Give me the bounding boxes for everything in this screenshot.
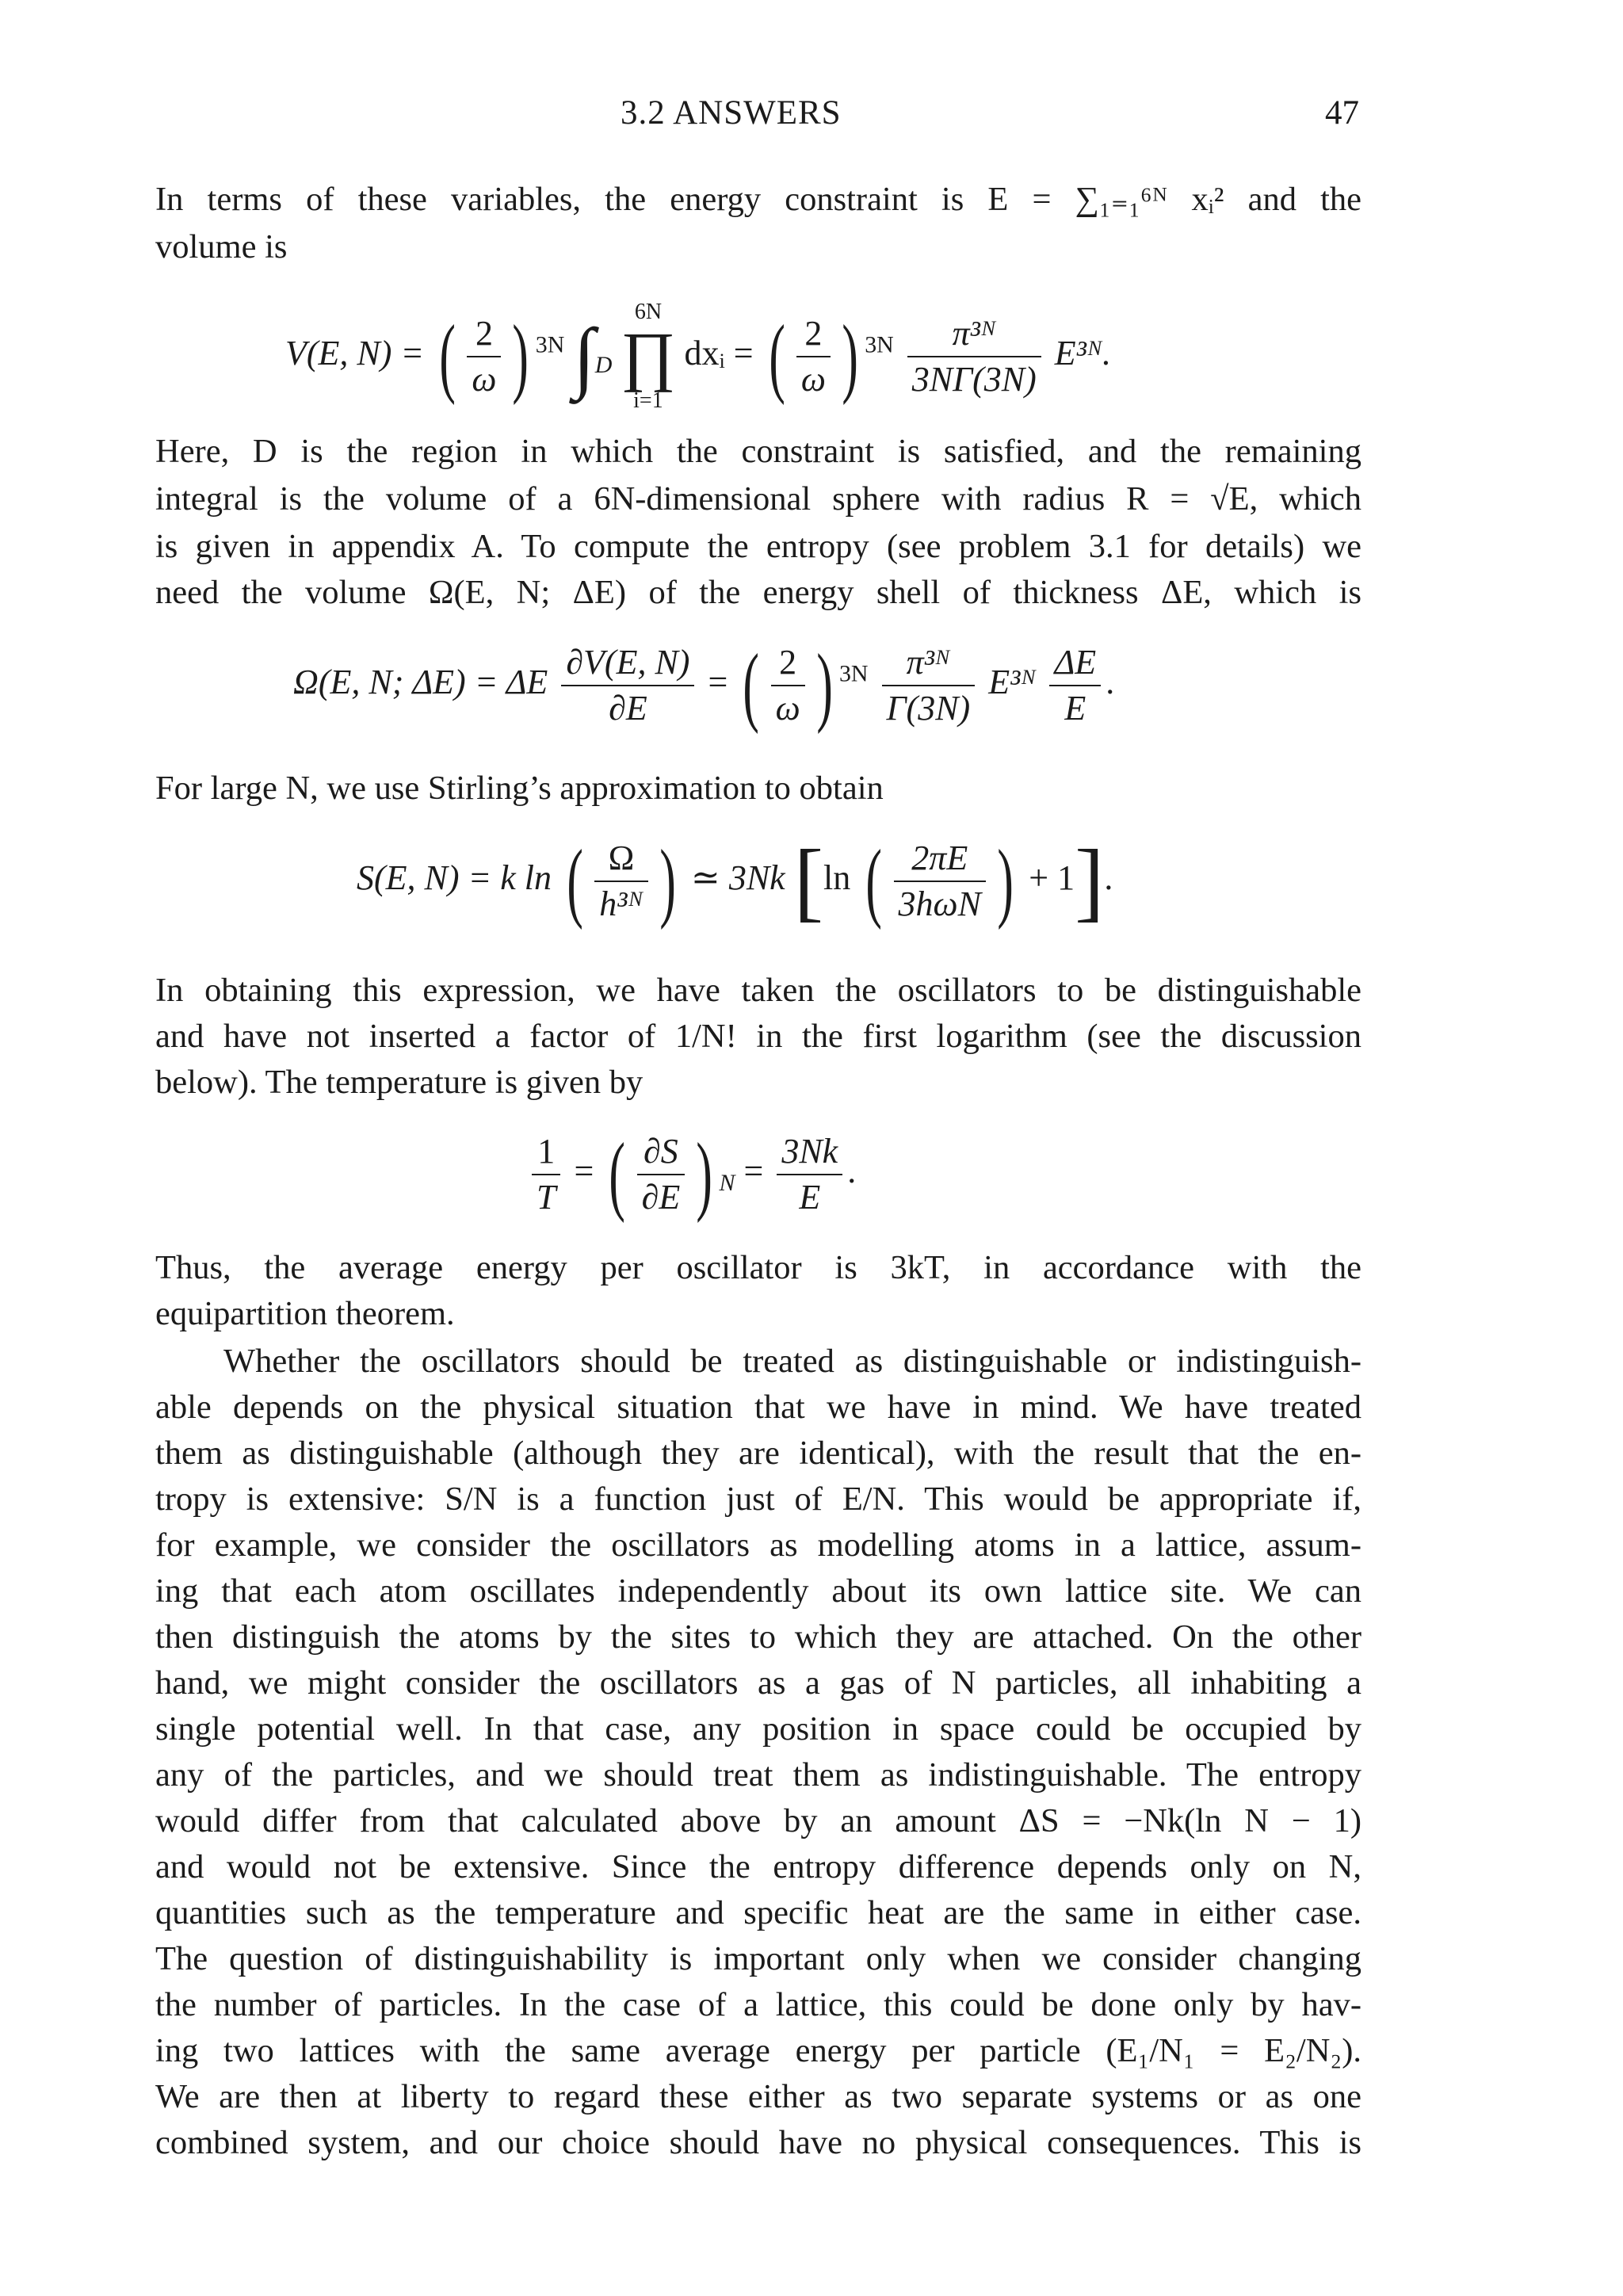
text-line-8: In obtaining this expression, we have taken the oscillators to be distinguishable (155, 972, 1361, 1009)
text-line-16: tropy is extensive: S/N is a function just of E/N. This would be appropriate if, (155, 1480, 1361, 1518)
page-number: 47 (1325, 94, 1359, 132)
section-title: 3.2 ANSWERS (621, 94, 842, 132)
eq-volume-lhs: V(E, N) = (285, 334, 425, 373)
text-line-24: and would not be extensive. Since the entropy difference depends only on N, (155, 1848, 1361, 1885)
product-operator: 6N ∏ i=1 (621, 300, 676, 413)
text-line-10: below). The temperature is given by (155, 1064, 643, 1101)
text-line-26: The question of distinguishability is important only when we consider changing (155, 1940, 1361, 1977)
text-line-28: ing two lattices with the same average energy per particle (E₁/N₁ = E₂/N₂). (155, 2032, 1361, 2069)
text-line-4: integral is the volume of a 6N-dimensional sphere with radius R = √E, which (155, 480, 1361, 518)
text-line-1: In terms of these variables, the energy constraint is E = ∑₁₌₁⁶ᴺ xᵢ² and the (155, 181, 1361, 218)
text-line-5: is given in appendix A. To compute the entropy (see problem 3.1 for details) we (155, 528, 1361, 565)
text-line-14: able depends on the physical situation that we have in mind. We have treated (155, 1389, 1361, 1426)
text-line-12: equipartition theorem. (155, 1295, 455, 1332)
text-line-7: For large N, we use Stirling’s approximation to obtain (155, 770, 884, 807)
text-line-19: then distinguish the atoms by the sites to which they are attached. On the other (155, 1618, 1361, 1656)
equation-temperature: $\frac{1}{T}$ = ( $\frac{\partial S}{\partial E}$ ) $_N$ = $\frac{3Nk}{E}$ . (527, 1129, 856, 1220)
text-line-2: volume is (155, 228, 288, 266)
text-line-15: them as distinguishable (although they are identical), with the result that the en- (155, 1435, 1361, 1472)
text-line-29: We are then at liberty to regard these either as two separate systems or as one (155, 2078, 1361, 2115)
text-line-18: ing that each atom oscillates independently about its own lattice site. We can (155, 1572, 1361, 1610)
text-line-30: combined system, and our choice should have no physical consequences. This is (155, 2124, 1361, 2161)
integral-sign: ∫ (573, 312, 595, 400)
text-line-23: would differ from that calculated above by an amount ΔS = −Nk(ln N − 1) (155, 1802, 1361, 1839)
text-line-27: the number of particles. In the case of a lattice, this could be done only by hav- (155, 1986, 1361, 2023)
text-line-25: quantities such as the temperature and specific heat are the same in either case. (155, 1894, 1361, 1931)
text-line-20: hand, we might consider the oscillators as a gas of N particles, all inhabiting a (155, 1664, 1361, 1702)
equation-omega: Ω(E, N; ΔE) = ΔE $\frac{\partial V(E, N)}{\partial E}$ = ( $\frac{2}{\omega}$ ) $^{3N}$ $\frac{\text{π³ᴺ}}{\Gamma(3N)}$ E³ᴺ $\frac{\Delta E}{E}$ . (293, 636, 1115, 735)
equation-entropy: S(E, N) = k ln ( $\frac{\Omega}{\text{h³ᴺ}}$ ) ≃ 3Nk [ln ( $\frac{2\pi E}{\text{3hωN}}$ ) + 1]. (357, 832, 1113, 930)
text-line-9: and have not inserted a factor of 1/N! in the first logarithm (see the discussion (155, 1018, 1361, 1055)
equation-volume: V(E, N) = ( $\frac{2}{\omega}$ ) $^{3N}$ $\int_D$ 6N ∏ i=1 dxᵢ = ( $\frac{2}{\omega}$ ) $^{3N}$ $\frac{\text{π³ᴺ}}{3N\Gamma(3N)}$ E³ᴺ. (285, 300, 1112, 413)
text-line-22: any of the particles, and we should treat them as indistinguishable. The entropy (155, 1756, 1361, 1794)
text-line-13: Whether the oscillators should be treated as distinguishable or indistinguish- (223, 1343, 1361, 1380)
text-line-21: single potential well. In that case, any position in space could be occupied by (155, 1710, 1361, 1748)
text-line-11: Thus, the average energy per oscillator is 3kT, in accordance with the (155, 1249, 1361, 1286)
text-line-17: for example, we consider the oscillators as modelling atoms in a lattice, assum- (155, 1526, 1361, 1564)
text-line-3: Here, D is the region in which the constraint is satisfied, and the remaining (155, 433, 1361, 470)
text-line-6: need the volume Ω(E, N; ΔE) of the energy shell of thickness ΔE, which is (155, 574, 1361, 611)
